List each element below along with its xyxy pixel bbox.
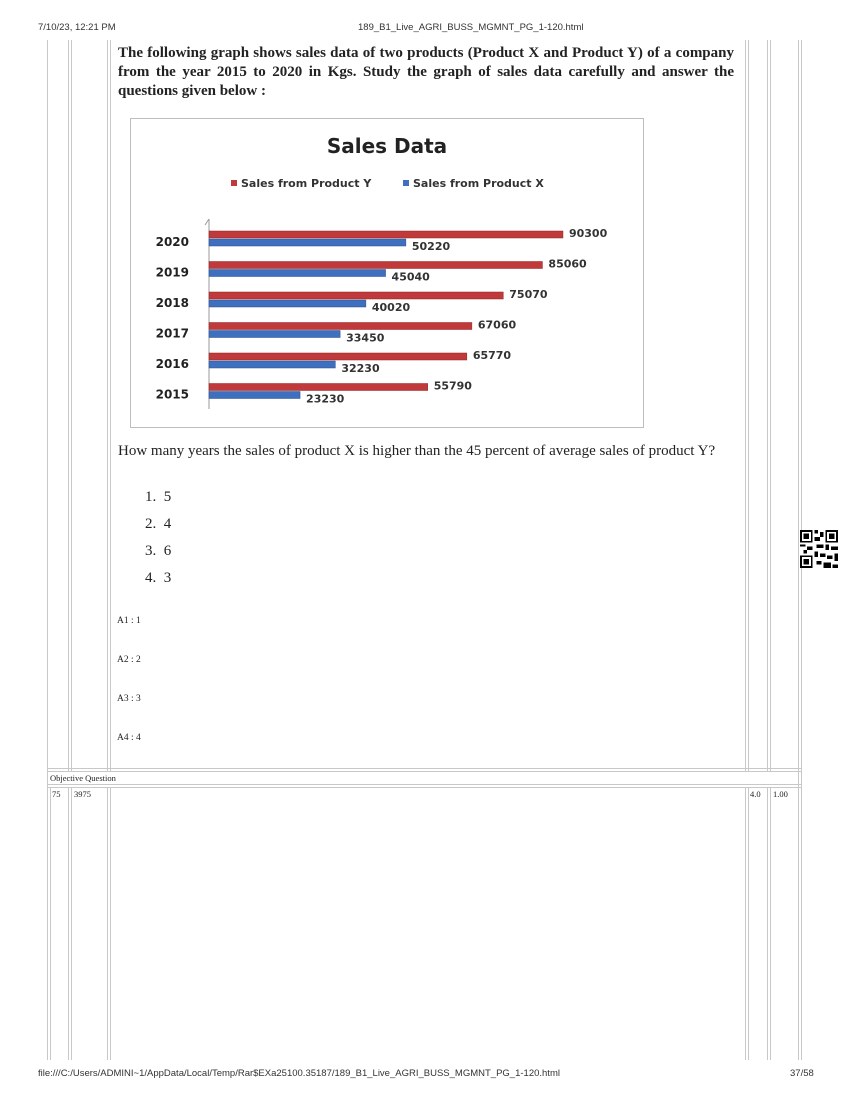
legend-label: Sales from Product X [413, 177, 544, 190]
data-label-product-y: 75070 [509, 288, 548, 301]
data-label-product-x: 45040 [391, 270, 430, 284]
table-border [50, 787, 51, 1060]
table-border [107, 40, 108, 772]
question-id: 3975 [74, 789, 91, 799]
sales-chart-svg [131, 119, 643, 427]
table-border [110, 787, 111, 1060]
legend-label: Sales from Product Y [241, 177, 372, 190]
data-label-product-x: 50220 [411, 240, 451, 253]
table-border [68, 40, 69, 772]
table-border [745, 787, 746, 1060]
answer-id: A4 : 4 [117, 733, 141, 743]
table-border [798, 40, 799, 1060]
data-label-product-x: 23230 [306, 392, 345, 406]
bar-product-y [209, 262, 542, 269]
table-border [770, 787, 771, 1060]
category-label: 2018 [155, 296, 189, 310]
option-number: 2. [145, 516, 157, 532]
bar-product-x [209, 239, 406, 246]
data-label-product-x: 32230 [341, 362, 380, 375]
question-type: Objective Question [50, 773, 116, 783]
print-filename: 189_B1_Live_AGRI_BUSS_MGMNT_PG_1-120.html [358, 22, 584, 33]
option-number: 1. [145, 489, 157, 505]
bar-product-x [209, 300, 366, 307]
category-label: 2017 [155, 326, 189, 341]
bar-product-x [209, 392, 300, 399]
question-text: How many years the sales of product X is higher than the 45 percent of average sales of product Y? [118, 443, 716, 459]
data-label-product-y: 90300 [568, 227, 608, 240]
marks-value: 4.0 [750, 789, 761, 799]
option-3 [145, 543, 171, 560]
legend-swatch [403, 180, 409, 186]
table-border [748, 787, 749, 1060]
answer-id: A2 : 2 [117, 655, 141, 665]
qr-code-icon [800, 530, 838, 568]
table-border [47, 771, 802, 772]
table-border [767, 787, 768, 1060]
table-border [47, 40, 48, 1060]
sales-chart [130, 118, 644, 428]
bar-product-x [209, 331, 340, 338]
data-label-product-x: 40020 [371, 301, 411, 314]
category-label: 2019 [155, 265, 189, 280]
legend-swatch [231, 180, 237, 186]
option-number: 4. [145, 570, 157, 586]
print-file-path: file:///C:/Users/ADMINI~1/AppData/Local/Temp/Rar$EXa25100.35187/189_B1_Live_AGRI_BUSS_MGMNT_PG_1-120.html [38, 1068, 560, 1079]
category-label: 2015 [155, 387, 189, 402]
question-intro: The following graph shows sales data of two products (Product X and Product Y) of a company from the year 2015 to 2020 in Kgs. Study the graph of sales data carefully and answer the questions given below : [118, 45, 734, 99]
y-axis-line [205, 219, 209, 225]
data-label-product-y: 65770 [472, 349, 512, 362]
bar-product-y [209, 231, 563, 238]
data-label-product-y: 55790 [433, 379, 472, 393]
bar-product-x [209, 361, 335, 368]
bar-product-y [209, 292, 503, 299]
print-datetime: 7/10/23, 12:21 PM [38, 22, 116, 33]
table-border [767, 40, 768, 772]
chart-title: Sales Data [326, 134, 448, 158]
option-1 [145, 489, 171, 506]
table-border [748, 40, 749, 772]
bar-product-y [209, 353, 467, 360]
option-number: 3. [145, 543, 157, 559]
data-label-product-x: 33450 [346, 331, 385, 345]
option-value: 4 [163, 516, 172, 532]
table-border [770, 40, 771, 772]
bar-product-x [209, 270, 386, 277]
negative-marks-value: 1.00 [773, 789, 788, 799]
table-border [745, 40, 746, 772]
table-border [71, 40, 72, 772]
print-page-number: 37/58 [790, 1068, 814, 1079]
table-border [47, 784, 802, 785]
bar-product-y [209, 384, 428, 391]
table-border [47, 768, 802, 769]
answer-id: A1 : 1 [117, 616, 141, 626]
data-label-product-y: 85060 [548, 257, 587, 271]
category-label: 2020 [155, 235, 189, 249]
category-label: 2016 [155, 357, 189, 371]
table-border [71, 787, 72, 1060]
option-value: 6 [163, 543, 172, 559]
table-border [107, 787, 108, 1060]
option-value: 5 [163, 489, 172, 505]
serial-number: 75 [52, 789, 61, 799]
option-2 [145, 516, 171, 533]
data-label-product-y: 67060 [477, 318, 517, 332]
table-border [110, 40, 111, 772]
table-border [47, 787, 802, 788]
table-border [68, 787, 69, 1060]
answer-id: A3 : 3 [117, 694, 141, 704]
option-value: 3 [163, 570, 172, 586]
bar-product-y [209, 323, 472, 330]
option-4 [145, 570, 171, 587]
